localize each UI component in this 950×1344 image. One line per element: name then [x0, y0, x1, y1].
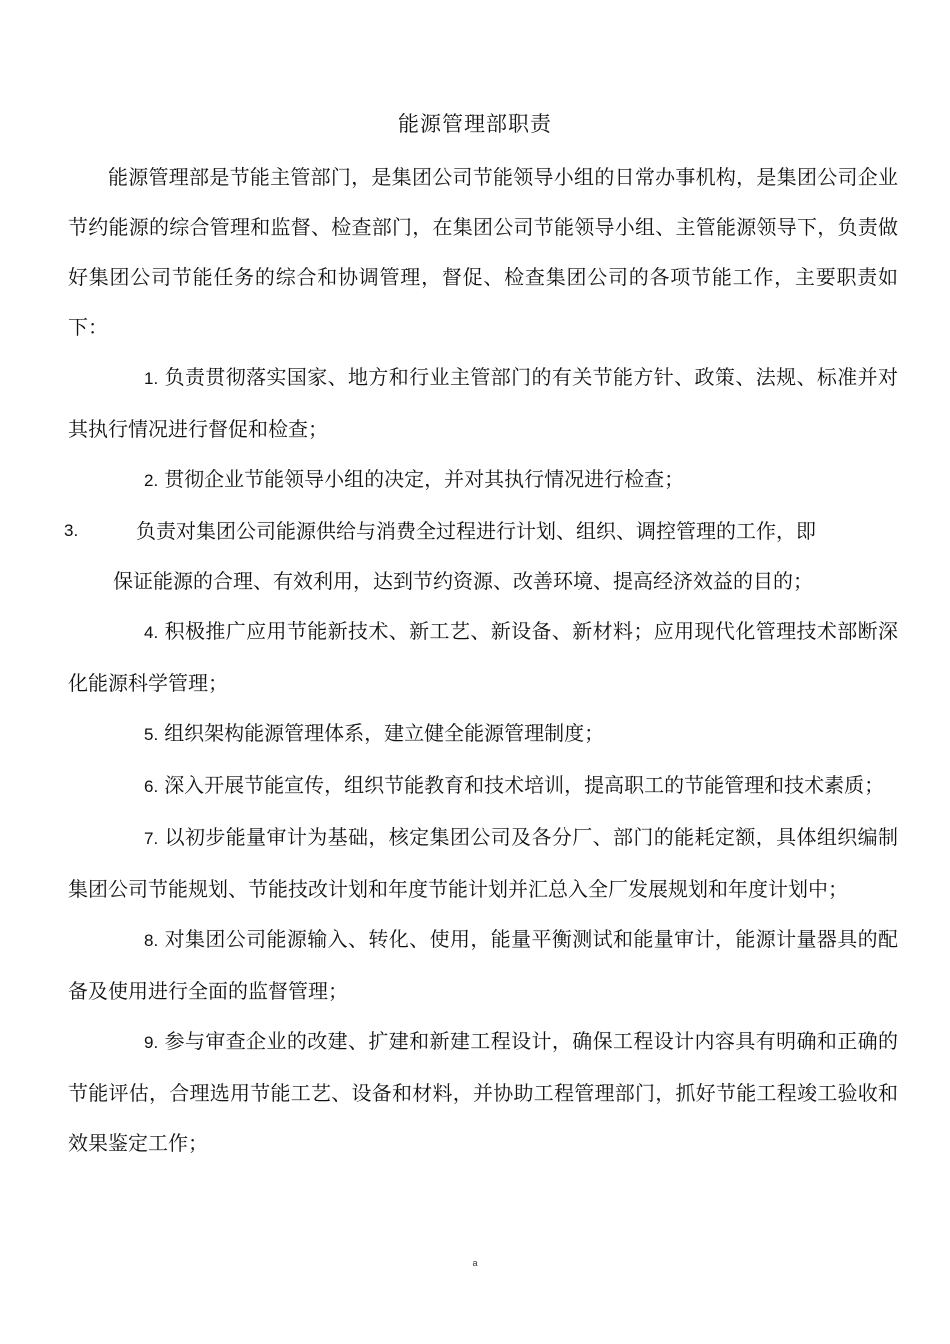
item-text: 以初步能量审计为基础，核定集团公司及各分厂、部门的能耗定额，具体组织编制集团公司节能规划、节能技改计划和年度节能计划并汇总入全厂发展规划和年度计划中； — [68, 825, 898, 901]
duty-item-1 — [68, 352, 898, 454]
duty-item-7 — [68, 812, 898, 914]
page-title: 能源管理部职责 — [398, 112, 552, 136]
item-number: 3. — [64, 521, 79, 540]
item-text: 参与审查企业的改建、扩建和新建工程设计，确保工程设计内容具有明确和正确的节能评估，合理选用节能工艺、设备和材料，并协助工程管理部门，抓好节能工程竣工验收和效果鉴定工作； — [68, 1029, 898, 1155]
item-number: 9. — [144, 1033, 159, 1052]
item-text: 积极推广应用节能新技术、新工艺、新设备、新材料；应用现代化管理技术部断深化能源科学管理； — [68, 619, 898, 695]
item-text: 深入开展节能宣传，组织节能教育和技术培训，提高职工的节能管理和技术素质； — [164, 773, 885, 797]
item-number: 5. — [144, 725, 159, 744]
item-number: 1. — [144, 369, 159, 388]
duty-item-8 — [68, 914, 898, 1016]
duty-item-5 — [68, 708, 898, 760]
duty-item-3 — [64, 506, 898, 606]
item-text: 贯彻企业节能领导小组的决定，并对其执行情况进行检查； — [164, 467, 685, 491]
item-number: 6. — [144, 777, 159, 796]
duty-item-6 — [68, 760, 898, 812]
page-footer-mark: a — [472, 1258, 478, 1268]
item-number: 2. — [144, 471, 159, 490]
item-text-line2: 保证能源的合理、有效利用，达到节约资源、改善环境、提高经济效益的目的； — [113, 569, 813, 593]
duty-item-4 — [68, 606, 898, 708]
item-number: 8. — [144, 931, 159, 950]
duty-item-2 — [68, 454, 898, 506]
document-body — [64, 152, 898, 1168]
item-text: 组织架构能源管理体系，建立健全能源管理制度； — [164, 721, 605, 745]
item-number: 4. — [144, 623, 159, 642]
item-number: 7. — [144, 829, 159, 848]
duty-item-9 — [68, 1016, 898, 1168]
item-text: 负责贯彻落实国家、地方和行业主管部门的有关节能方针、政策、法规、标准并对其执行情况进行督促和检查； — [68, 365, 898, 441]
intro-paragraph: 能源管理部是节能主管部门，是集团公司节能领导小组的日常办事机构，是集团公司企业节约能源的综合管理和监督、检查部门，在集团公司节能领导小组、主管能源领导下，负责做好集团公司节能任务的综合和协调管理，督促、检查集团公司的各项节能工作，主要职责如下： — [68, 165, 898, 339]
item-text: 对集团公司能源输入、转化、使用，能量平衡测试和能量审计，能源计量器具的配备及使用进行全面的监督管理； — [68, 927, 898, 1003]
item-text-line1: 负责对集团公司能源供给与消费全过程进行计划、组织、调控管理的工作，即 — [136, 519, 816, 543]
